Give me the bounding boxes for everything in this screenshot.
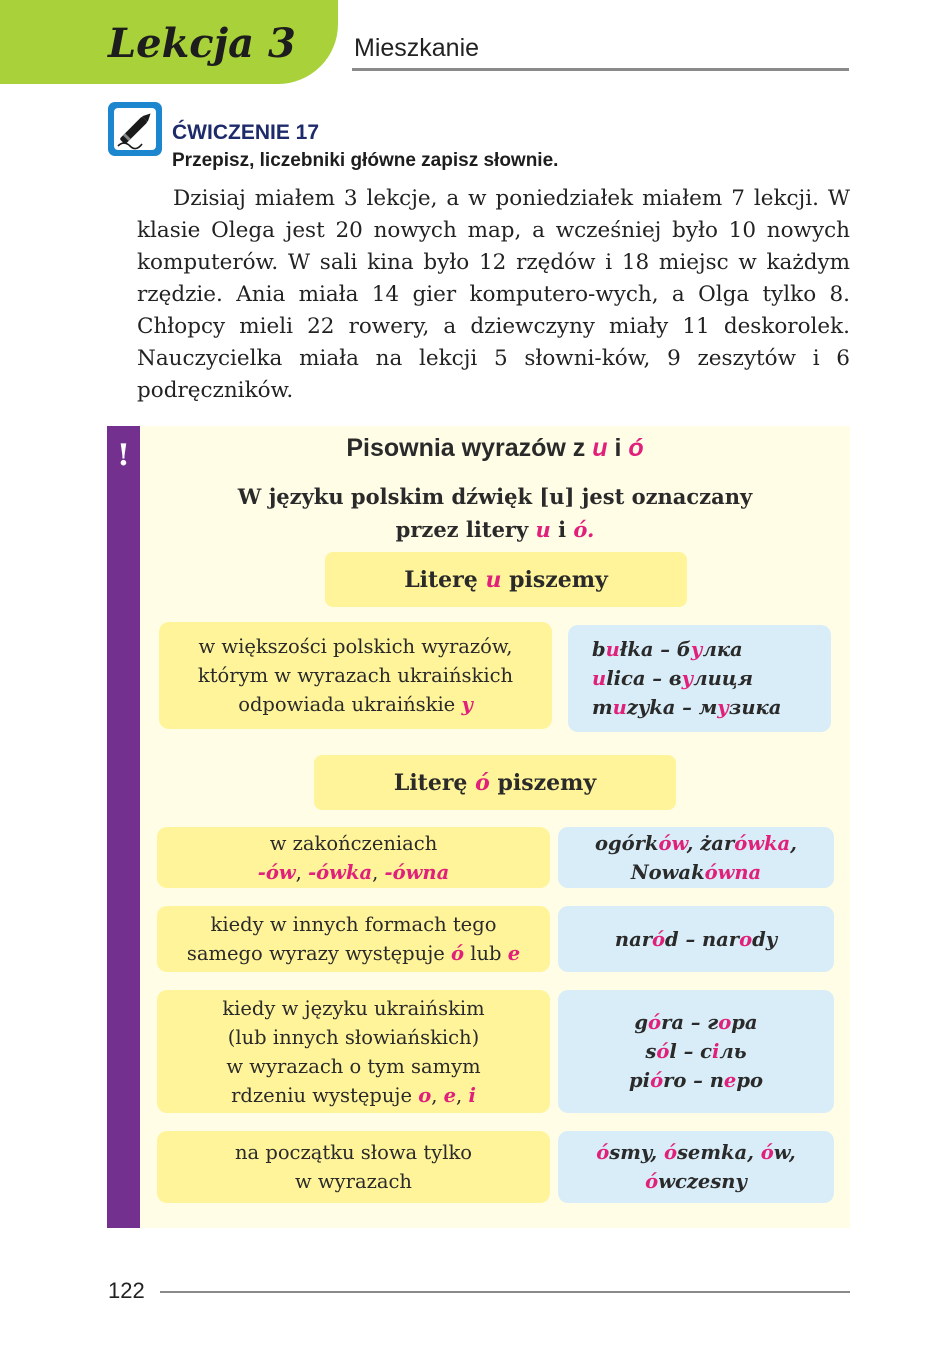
rule-side-bar xyxy=(107,426,140,1228)
u-example-2: ulica – вулиця xyxy=(592,667,753,690)
rule-heading: Pisownia wyrazów z u i ó xyxy=(346,434,644,462)
pen-writing-icon xyxy=(108,102,162,156)
o-examples-3-box: góra – гора sól – сіль pióro – перо xyxy=(558,990,834,1113)
o-section-heading: Literę ó piszemy xyxy=(314,755,676,810)
u-example-3: muzyka – музика xyxy=(592,696,782,719)
o-examples-2-box: naród – narody xyxy=(558,906,834,972)
o-examples-1-box: ogórków, żarówka, Nowakówna xyxy=(558,827,834,888)
o-examples-4-box: ósmy, ósemka, ów, ówczesny xyxy=(558,1131,834,1203)
rule-intro: W języku polskim dźwięk [u] jest oznaczany przez litery u i ó. xyxy=(237,484,753,542)
exercise-text: Dzisiaj miałem 3 lekcje, a w poniedziałek miałem 7 lekcji. W klasie Olega jest 20 nowych map, a wcześniej było 10 nowych komputerów. W sali kina było 12 rzędów i 18 miejsc w każdym rzędzie. Ania miała 14 gier komputero-wych, a Olga tylko 8. Chłopcy mieli 22 rowery, a dziewczyny miały 11 deskorolek. Nauczycielka miała na lekcji 5 słowni-ków, 9 zeszytów i 6 podręczników. xyxy=(137,186,850,403)
exercise-label: ĆWICZENIE 17 xyxy=(172,121,320,144)
lesson-topic: Mieszkanie xyxy=(354,34,480,62)
page-number: 122 xyxy=(108,1278,145,1303)
u-examples-box xyxy=(568,625,831,732)
lesson-title: Lekcja 3 xyxy=(108,20,296,67)
u-example-1: bułka – булка xyxy=(592,638,743,661)
exclamation-icon: ! xyxy=(116,438,131,473)
footer-divider xyxy=(160,1291,850,1293)
topic-divider xyxy=(352,68,849,71)
o-rule-1-box: w zakończeniach -ów, -ówka, -ówna xyxy=(157,827,550,888)
u-rule-box: w większości polskich wyrazów, którym w wyrazach ukraińskich odpowiada ukraińskie y xyxy=(159,622,552,729)
o-rule-2-box: kiedy w innych formach tego samego wyrazy występuje ó lub e xyxy=(157,906,550,972)
u-section-heading: Literę u piszemy xyxy=(325,552,687,607)
exercise-instruction: Przepisz, liczebniki główne zapisz słownie. xyxy=(172,150,559,171)
o-rule-4-box: na początku słowa tylko w wyrazach xyxy=(157,1131,550,1203)
o-rule-3-box: kiedy w języku ukraińskim (lub innych słowiańskich) w wyrazach o tym samym rdzeniu występuje o, e, i xyxy=(157,990,550,1113)
